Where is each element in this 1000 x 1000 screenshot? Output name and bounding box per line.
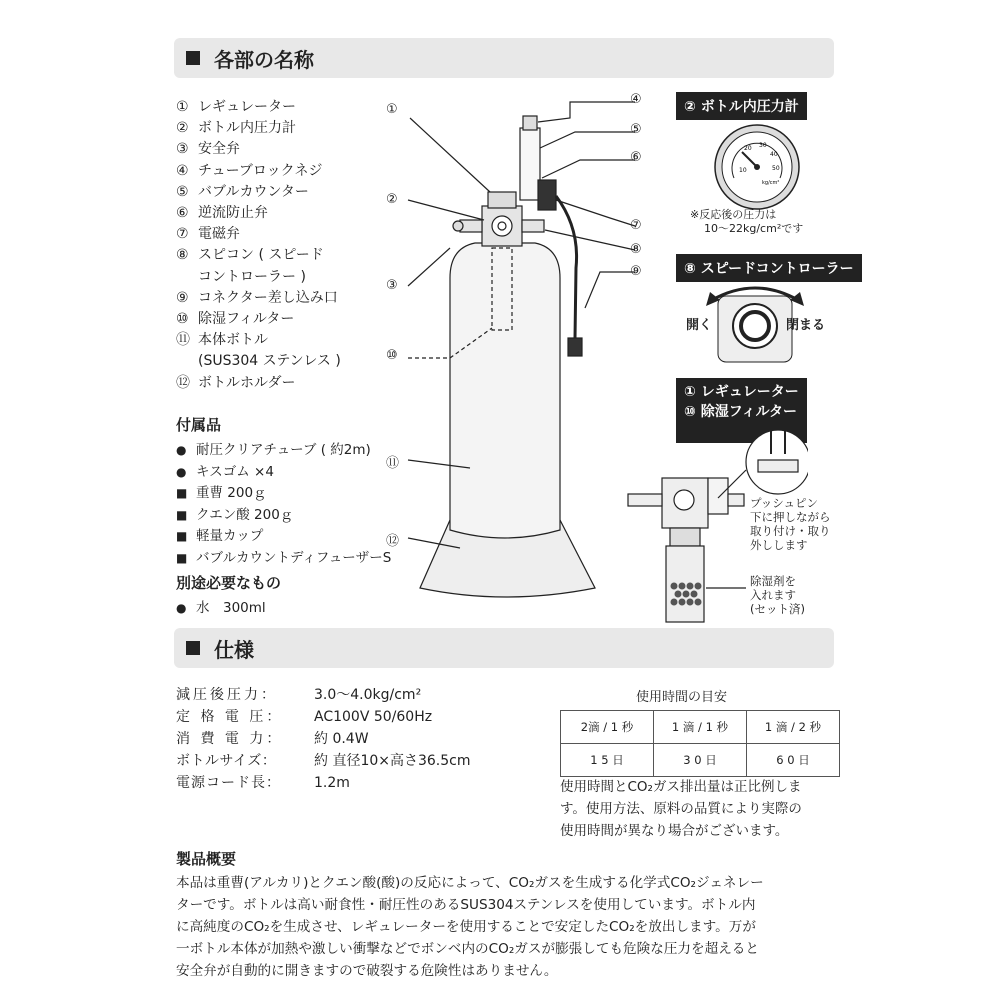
list-item: ⑩ 除湿フィルター xyxy=(176,311,295,328)
list-item: ④ チューブロックネジ xyxy=(176,162,323,179)
section-title: 仕様 xyxy=(214,637,254,662)
diagram-label-8: ⑧ xyxy=(630,242,642,257)
push-pin-note: プッシュピン 下に押しながら 取り付け・取り 外しします xyxy=(750,496,831,552)
pressure-gauge-icon xyxy=(712,122,802,212)
diagram-label-2: ② xyxy=(386,192,398,207)
table-header-cell: 1 滴 / 2 秒 xyxy=(747,711,840,744)
list-item: ■ 軽量カップ xyxy=(176,528,264,544)
filter-title: ⑩ 除湿フィルター xyxy=(684,404,798,420)
list-item: ● 耐圧クリアチューブ ( 約2m) xyxy=(176,442,371,458)
close-label: 閉まる xyxy=(786,318,826,333)
table-row xyxy=(561,711,840,744)
spec-row: 消 費 電 力： 約 0.4W xyxy=(176,731,369,747)
spec-row: 電源コード長： 1.2m xyxy=(176,775,350,791)
section-title: 各部の名称 xyxy=(214,47,314,72)
diagram-label-4: ④ xyxy=(630,92,642,107)
gauge-tick: 50 xyxy=(772,165,780,172)
spec-row: 定 格 電 圧： AC100V 50/60Hz xyxy=(176,709,433,725)
list-item: ⑫ ボトルホルダー xyxy=(176,374,296,391)
spec-row: ボトルサイズ： 約 直径10×高さ36.5cm xyxy=(176,753,471,769)
diagram-label-12: ⑫ xyxy=(386,534,400,549)
list-item: ⑨ コネクター差し込み口 xyxy=(176,289,338,306)
square-bullet-icon xyxy=(186,51,200,65)
parts-list xyxy=(176,97,341,394)
list-item: ③ 安全弁 xyxy=(176,141,240,158)
required-title: 別途必要なもの xyxy=(176,574,282,592)
diagram-label-3: ③ xyxy=(386,278,398,293)
square-bullet-icon xyxy=(186,641,200,655)
gauge-unit: kg/cm² xyxy=(762,180,780,186)
gauge-panel-title: ② ボトル内圧力計 xyxy=(676,92,807,120)
list-item: ② ボトル内圧力計 xyxy=(176,120,296,137)
list-item: ■ 重曹 200ｇ xyxy=(176,485,267,501)
usage-table xyxy=(560,710,840,777)
gauge-tick: 20 xyxy=(744,145,752,152)
list-item: ● キスゴム ×4 xyxy=(176,463,274,480)
open-label: 開く xyxy=(686,318,713,333)
list-item: ⑤ バブルカウンター xyxy=(176,183,309,200)
spec-list xyxy=(176,684,471,794)
accessories-title: 付属品 xyxy=(176,416,222,434)
gauge-note-2: 10～22kg/cm²です xyxy=(704,222,804,235)
gauge-tick: 40 xyxy=(770,151,778,158)
list-item: ■ クエン酸 200ｇ xyxy=(176,506,294,523)
section-header-names xyxy=(174,38,834,78)
section-header-spec xyxy=(174,628,834,668)
list-item: ⑧ スピコン ( スピード xyxy=(176,247,324,264)
accessories-list xyxy=(176,440,391,569)
list-item-continuation: (SUS304 ステンレス ) xyxy=(198,353,341,370)
diagram-label-6: ⑥ xyxy=(630,150,642,165)
gauge-tick: 30 xyxy=(759,142,767,149)
diagram-label-1: ① xyxy=(386,102,398,117)
list-item-continuation: コントローラー ) xyxy=(198,268,306,285)
spec-row: 減圧後圧力： 3.0～4.0kg/cm² xyxy=(176,687,422,703)
list-item: ⑦ 電磁弁 xyxy=(176,226,240,243)
usage-table-title: 使用時間の目安 xyxy=(636,690,728,705)
usage-note: 使用時間とCO₂ガス排出量は正比例しま す。使用方法、原料の品質により実際の 使用時間が異なり場合がございます。 xyxy=(560,779,802,839)
table-cell: 1 5 日 xyxy=(561,744,654,777)
list-item: ⑥ 逆流防止弁 xyxy=(176,205,268,222)
diagram-label-9: ⑨ xyxy=(630,264,642,279)
table-header-cell: 2滴 / 1 秒 xyxy=(561,711,654,744)
table-cell: 6 0 日 xyxy=(747,744,840,777)
gauge-note-1: ※反応後の圧力は xyxy=(690,208,777,221)
list-item: ■ バブルカウントディフューザーS xyxy=(176,549,392,566)
overview-title: 製品概要 xyxy=(176,850,237,868)
desiccant-note: 除湿剤を 入れます (セット済) xyxy=(750,574,805,616)
speed-panel-title: ⑧ スピードコントローラー xyxy=(676,254,862,282)
co2-bottle-diagram xyxy=(380,88,650,610)
gauge-tick: 10 xyxy=(739,167,747,174)
diagram-label-10: ⑩ xyxy=(386,348,398,363)
diagram-label-7: ⑦ xyxy=(630,218,642,233)
diagram-label-5: ⑤ xyxy=(630,122,642,137)
overview-text: 本品は重曹(アルカリ)とクエン酸(酸)の反応によって、CO₂ガスを生成する化学式CO₂ジェネレー ターです。ボトルは高い耐食性・耐圧性のあるSUS304ステンレスを使用しています。ボトル内 に高純度のCO₂を生成させ、レギュレーターを使用することで安定したCO₂を放出します。万が 一ボトル本体が加熱や激しい衝撃などでボンベ内のCO₂ガスが膨張しても危険な圧力を超えると 安全弁が自動的に開きますので破裂する危険性はありません。 xyxy=(176,875,764,979)
required-item: ● 水 300ml xyxy=(176,600,266,616)
table-row xyxy=(561,744,840,777)
table-cell: 3 0 日 xyxy=(654,744,747,777)
list-item: ① レギュレーター xyxy=(176,99,296,115)
diagram-label-11: ⑪ xyxy=(386,456,400,471)
table-header-cell: 1 滴 / 1 秒 xyxy=(654,711,747,744)
regulator-title: ① レギュレーター xyxy=(684,384,799,400)
list-item: ⑪ 本体ボトル xyxy=(176,332,268,349)
